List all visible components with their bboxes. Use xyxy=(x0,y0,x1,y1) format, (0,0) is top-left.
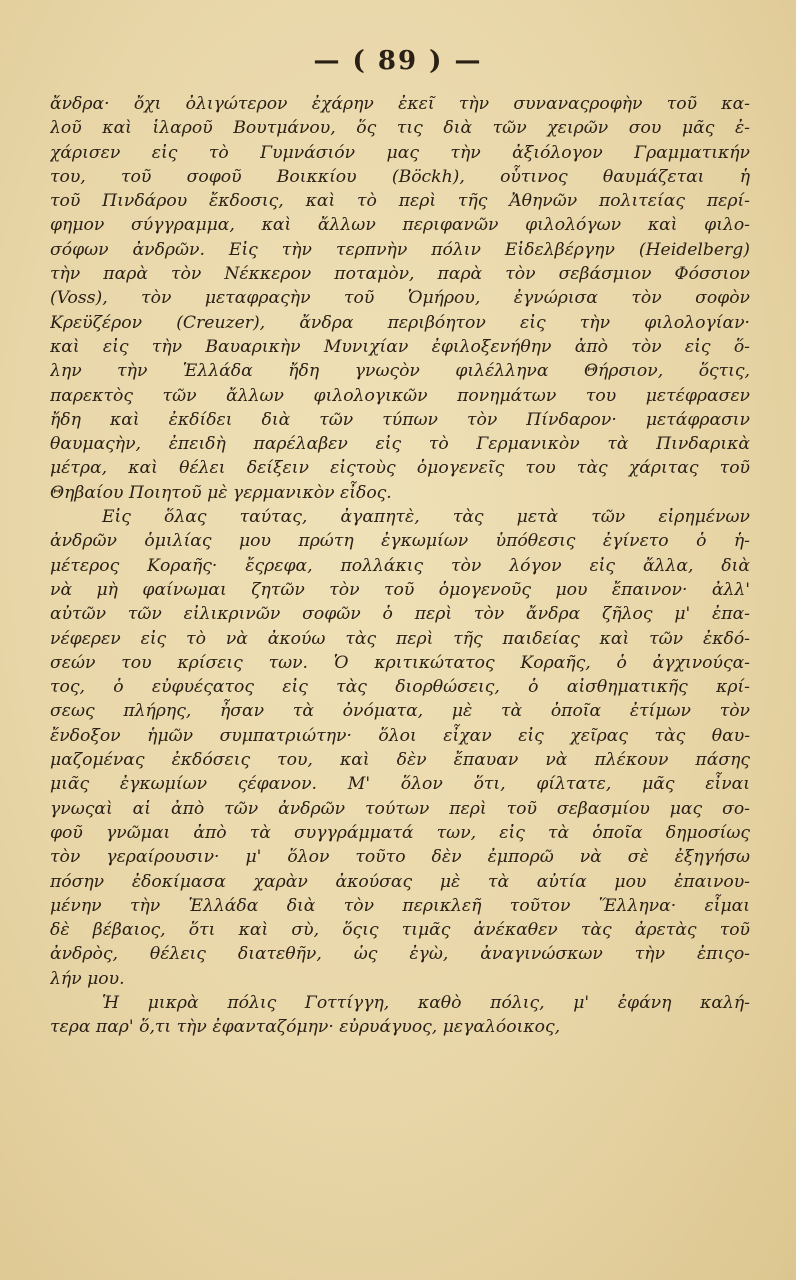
text-line: χάρισεν εἰς τὸ Γυμνάσιόν μας τὴν ἀξιόλογον Γραμματικήν xyxy=(50,142,750,163)
text-line: ἀνδρῶν ὁμιλίας μου πρώτη ἐγκωμίων ὑπόθεσις ἐγίνετο ὁ ἡ- xyxy=(50,531,750,552)
text-line: ἔνδοξον ἡμῶν συμπατριώτην· ὅλοι εἶχαν εἰς χεῖρας τὰς θαυ- xyxy=(50,725,750,746)
text-line: (Voss), τὸν μεταφραςὴν τοῦ Ὁμήρου, ἐγνώρισα τὸν σοφὸν xyxy=(50,288,750,309)
text-line: σεως πλήρης, ἦσαν τὰ ὀνόματα, μὲ τὰ ὁποῖα ἐτίμων τὸν xyxy=(50,701,750,722)
text-line: μαζομένας ἐκδόσεις του, καὶ δὲν ἔπαυαν νὰ πλέκουν πάσης xyxy=(50,750,750,771)
text-line: παρεκτὸς τῶν ἄλλων φιλολογικῶν πονημάτων του μετέφρασεν xyxy=(50,385,750,406)
text-line: φοῦ γνῶμαι ἀπὸ τὰ συγγράμματά των, εἰς τὰ ὁποῖα δημοσίως xyxy=(50,822,750,843)
text-line: λοῦ καὶ ἱλαροῦ Βουτμάνου, ὅς τις διὰ τῶν χειρῶν σου μᾶς ἐ- xyxy=(50,118,750,139)
text-line: τος, ὁ εὐφυέςατος εἰς τὰς διορθώσεις, ὁ αἰσθηματικῆς κρί- xyxy=(50,677,750,698)
text-line: Ἡ μικρὰ πόλις Γοττίγγη, καθὸ πόλις, μ' ἐφάνη καλή- xyxy=(102,992,750,1013)
text-line: δὲ βέβαιος, ὅτι καὶ σὺ, ὅςις τιμᾶς ἀνέκαθεν τὰς ἀρετὰς τοῦ xyxy=(50,920,750,941)
text-line: λήν μου. xyxy=(50,968,125,989)
text-line: τὸν γεραίρουσιν· μ' ὅλον τοῦτο δὲν ἐμπορῶ νὰ σὲ ἐξηγήσω xyxy=(50,847,750,868)
text-line: σεών του κρίσεις των. Ὁ κριτικώτατος Κοραῆς, ὁ ἀγχινούςα- xyxy=(50,652,750,673)
text-line: λην τὴν Ἑλλάδα ἤδη γνωςὸν φιλέλληνα Θήρσιον, ὅςτις, xyxy=(50,361,750,382)
text-line: ἀνδρὸς, θέλεις διατεθῆν, ὡς ἐγὼ, ἀναγινώσκων τὴν ἐπιςο- xyxy=(50,944,750,965)
text-line: μέτρα, καὶ θέλει δείξειν εἰςτοὺς ὁμογενεῖς του τὰς χάριτας τοῦ xyxy=(50,458,750,479)
text-line: Κρεϋζέρον (Creuzer), ἄνδρα περιβόητον εἰς τὴν φιλολογίαν· xyxy=(50,312,750,333)
text-line: νὰ μὴ φαίνωμαι ζητῶν τὸν τοῦ ὁμογενοῦς μου ἔπαινον· ἀλλ' xyxy=(50,579,750,600)
text-line: ἤδη καὶ ἐκδίδει διὰ τῶν τύπων τὸν Πίνδαρον· μετάφρασιν xyxy=(50,409,750,430)
text-line: μέτερος Κοραῆς· ἔςρεφα, πολλάκις τὸν λόγον εἰς ἄλλα, διὰ xyxy=(50,555,750,576)
text-line: μένην τὴν Ἑλλάδα διὰ τὸν περικλεῆ τοῦτον Ἕλληνα· εἶμαι xyxy=(50,895,750,916)
text-line: καὶ εἰς τὴν Βαυαρικὴν Μυνιχίαν ἐφιλοξενήθην ἀπὸ τὸν εἰς ὅ- xyxy=(50,336,750,357)
text-line: πόσην ἐδοκίμασα χαρὰν ἀκούσας μὲ τὰ αὐτία μου ἐπαινου- xyxy=(50,871,750,892)
text-line: τερα παρ' ὅ,τι τὴν ἐφανταζόμην· εὐρυάγυος, μεγαλόοικος, xyxy=(50,1017,561,1038)
text-line: τοῦ Πινδάρου ἔκδοσις, καὶ τὸ περὶ τῆς Ἀθηνῶν πολιτείας περί- xyxy=(50,191,750,212)
text-line: νέφερεν εἰς τὸ νὰ ἀκούω τὰς περὶ τῆς παιδείας καὶ τῶν ἐκδό- xyxy=(50,628,750,649)
text-line: Εἰς ὅλας ταύτας, ἀγαπητὲ, τὰς μετὰ τῶν εἰρημένων xyxy=(102,507,750,528)
text-line: του, τοῦ σοφοῦ Βοικκίου (Böckh), οὗτινος θαυμάζεται ἡ xyxy=(50,166,750,187)
text-line: θαυμαςὴν, ἐπειδὴ παρέλαβεν εἰς τὸ Γερμανικὸν τὰ Πινδαρικὰ xyxy=(50,434,750,455)
text-line: μιᾶς ἐγκωμίων ςέφανον. Μ' ὅλον ὅτι, φίλτατε, μᾶς εἶναι xyxy=(50,774,750,795)
text-line: τὴν παρὰ τὸν Νέκκερον ποταμὸν, παρὰ τὸν σεβάσμιον Φόσσιον xyxy=(50,264,750,285)
text-line: φημον σύγγραμμα, καὶ ἄλλων περιφανῶν φιλολόγων καὶ φιλο- xyxy=(50,215,750,236)
text-line: σόφων ἀνδρῶν. Εἰς τὴν τερπνὴν πόλιν Εἰδελβέργην (Heidelberg) xyxy=(50,239,750,260)
page-number-header: — ( 89 ) — xyxy=(313,46,483,76)
text-line: αὐτῶν τῶν εἰλικρινῶν σοφῶν ὁ περὶ τὸν ἄνδρα ζῆλος μ' ἐπα- xyxy=(50,604,750,625)
text-line: ἄνδρα· ὄχι ὀλιγώτερον ἐχάρην ἐκεῖ τὴν συναναςροφὴν τοῦ κα- xyxy=(50,94,750,114)
text-line: Θηβαίου Ποιητοῦ μὲ γερμανικὸν εἶδος. xyxy=(50,482,392,503)
text-line: γνωςαὶ αἱ ἀπὸ τῶν ἀνδρῶν τούτων περὶ τοῦ σεβασμίου μας σο- xyxy=(50,798,750,819)
body-text xyxy=(50,92,750,1040)
